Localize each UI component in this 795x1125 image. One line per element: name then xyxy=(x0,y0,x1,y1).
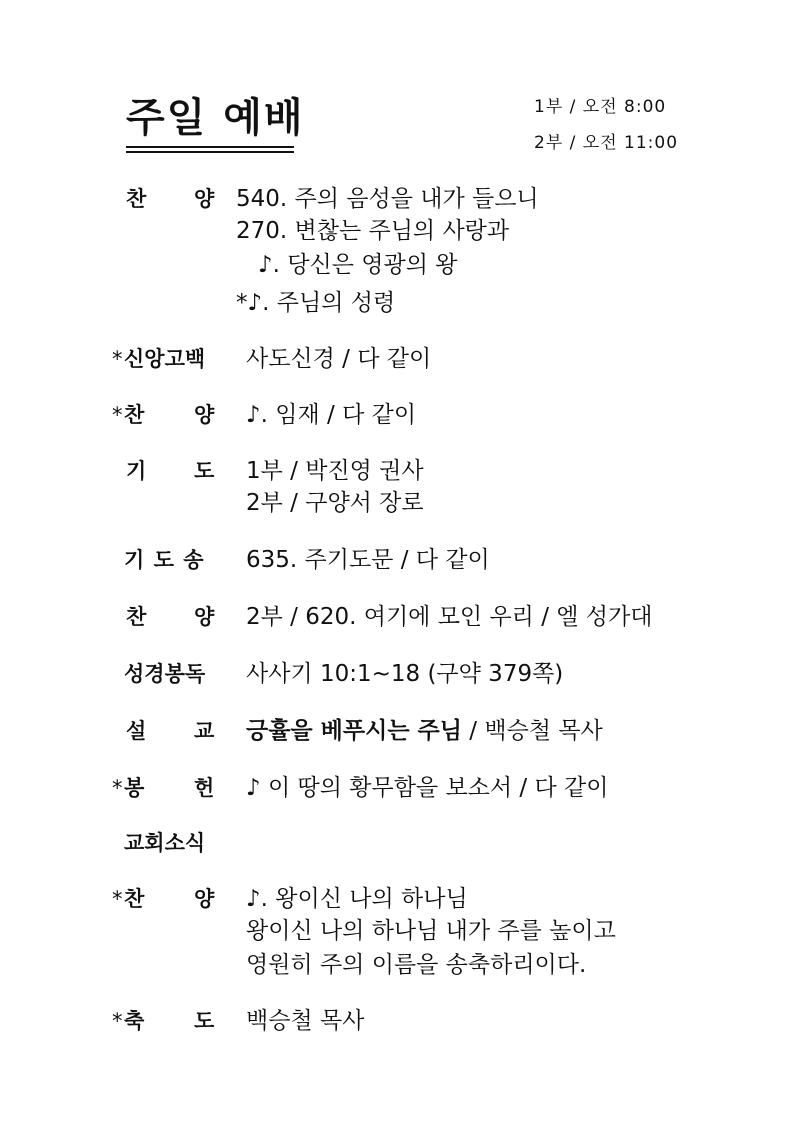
item-value: 540. 주의 음성을 내가 들으니 xyxy=(236,186,539,212)
order-item-sermon xyxy=(0,714,795,748)
item-value: 사도신경 / 다 같이 xyxy=(246,346,432,372)
standing-marker: * xyxy=(112,776,123,800)
item-value-line: ♪. 당신은 영광의 왕 xyxy=(258,252,458,278)
item-label-first-char: 찬 xyxy=(126,187,147,211)
item-label-first-char: 찬 xyxy=(124,403,145,427)
item-label-second-char: 도 xyxy=(194,1009,215,1033)
item-value: 1부 / 박진영 권사 xyxy=(246,458,424,484)
item-label-first-char: 설 xyxy=(126,719,147,743)
order-item-offering xyxy=(0,771,795,805)
order-item-benediction xyxy=(0,1004,795,1038)
item-label-second-char: 양 xyxy=(194,187,215,211)
order-item-hymn-opening xyxy=(0,182,795,216)
item-value: ♪. 임재 / 다 같이 xyxy=(246,402,417,428)
item-label-second-char: 교 xyxy=(194,719,215,743)
sermon-preacher: / 백승철 목사 xyxy=(461,718,603,744)
item-value: 2부 / 620. 여기에 모인 우리 / 엘 성가대 xyxy=(246,604,653,630)
standing-marker: * xyxy=(112,347,123,371)
order-item-prayer xyxy=(0,454,795,488)
item-label-first-char: 축 xyxy=(124,1009,145,1033)
item-value-line: 270. 변찮는 주님의 사랑과 xyxy=(236,218,510,244)
sermon-title: 긍휼을 베푸시는 주님 xyxy=(246,718,462,744)
title-double-underline xyxy=(126,146,294,153)
item-label-second-char: 도 xyxy=(194,459,215,483)
item-label: 교회소식 xyxy=(124,831,206,855)
item-value: 백승철 목사 xyxy=(246,1008,365,1034)
item-label-first-char: 봉 xyxy=(124,776,145,800)
standing-marker: * xyxy=(112,1009,123,1033)
item-value: 635. 주기도문 / 다 같이 xyxy=(246,547,490,573)
order-item-choir xyxy=(0,600,795,634)
item-label-first-char: 찬 xyxy=(126,605,147,629)
order-item-hymn-2 xyxy=(0,398,795,432)
item-label-second-char: 양 xyxy=(194,887,215,911)
item-value: ♪. 왕이신 나의 하나님 xyxy=(246,886,468,912)
item-label: 성경봉독 xyxy=(124,662,206,686)
service-time-2: 2부 / 오전 11:00 xyxy=(534,133,679,153)
item-value-line: 2부 / 구양서 장로 xyxy=(246,490,424,516)
item-value-line: *♪. 주님의 성령 xyxy=(236,290,396,316)
item-label: 신앙고백 xyxy=(124,347,206,371)
page-title: 주일 예배 xyxy=(126,95,305,141)
item-value: 사사기 10:1~18 (구약 379쪽) xyxy=(246,661,564,687)
order-item-creed xyxy=(0,342,795,376)
service-time-1: 1부 / 오전 8:00 xyxy=(534,97,667,117)
item-label-first-char: 찬 xyxy=(124,887,145,911)
item-value-line: 영원히 주의 이름을 송축하리이다. xyxy=(246,952,587,978)
item-label-first-char: 기 xyxy=(126,459,147,483)
item-label-second-char: 헌 xyxy=(194,776,215,800)
order-item-scripture xyxy=(0,657,795,691)
order-item-announcements xyxy=(0,826,795,860)
item-label-second-char: 양 xyxy=(194,605,215,629)
item-value xyxy=(246,714,603,748)
item-label: 기 도 송 xyxy=(124,548,205,572)
standing-marker: * xyxy=(112,887,123,911)
item-value-line: 왕이신 나의 하나님 내가 주를 높이고 xyxy=(246,918,616,944)
standing-marker: * xyxy=(112,403,123,427)
item-value: ♪ 이 땅의 황무함을 보소서 / 다 같이 xyxy=(246,775,609,801)
order-item-hymn-closing xyxy=(0,882,795,916)
item-label-second-char: 양 xyxy=(194,403,215,427)
order-item-prayer-song xyxy=(0,543,795,577)
